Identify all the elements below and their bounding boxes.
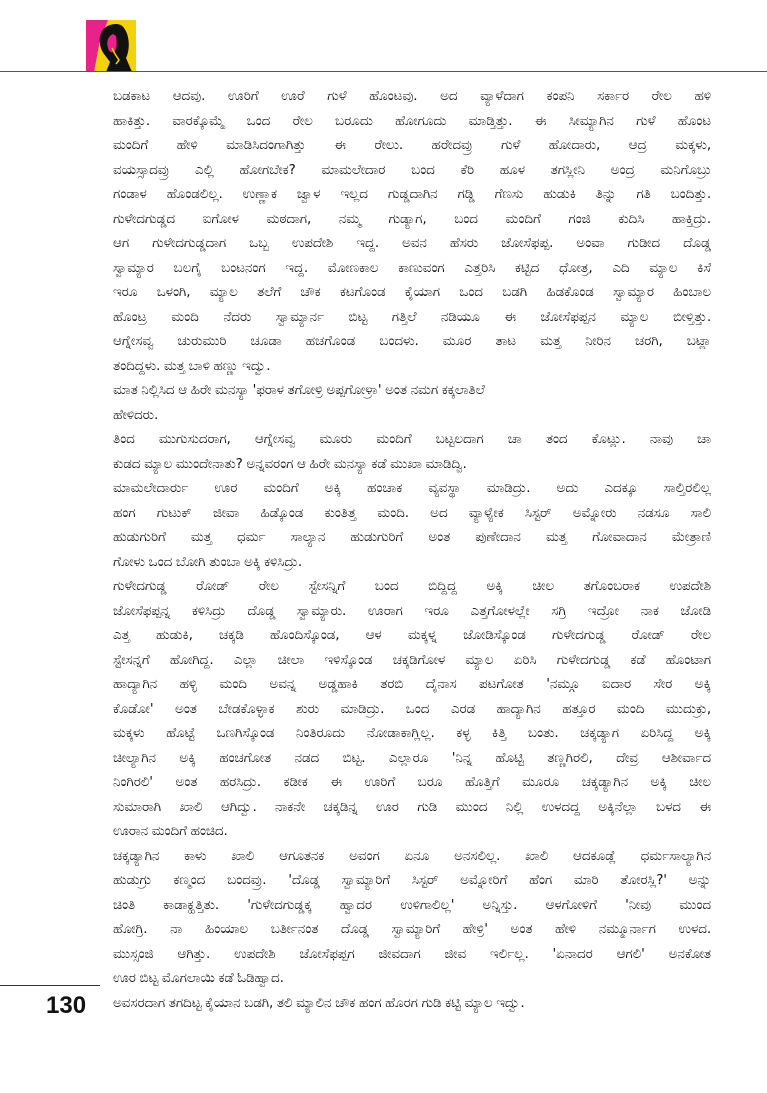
text-line: ಊರಾನ ಮಂದಿಗೆ ಹಂಚಿದ. [113,823,228,839]
text-line: ಮುಸ್ಸಂಜಿ ಆಗಿತ್ತು. ಉಪದೇಶಿ ಜೋಸೆಫಪ್ಪಗ ಜೀವದಾಗ ಜೀವ ಇರ್ಲಿಲ್ಲ. 'ಏನಾದರ ಆಗಲಿ' ಅನಕೋತ [113,945,711,962]
text-line: ಗುಳೇದಗುಡ್ಡದ ಐಗೋಳ ಮಠದಾಗ, ನಮ್ಮ ಗುಡ್ಯಾಗ, ಬಂದ ಮಂದಿಗೆ ಗಂಜಿ ಕುದಿಸಿ ಹಾಕ್ತಿದ್ರು. [113,210,711,227]
text-line: ಕೊಡೋ' ಅಂತ ಬೇಡಕೊಳ್ಳಾಕ ಶುರು ಮಾಡಿದ್ರು. ಒಂದ ಎರಡ ಹಾದ್ಯಾಗಿನ ಹತ್ತೂರ ಮಂದಿ ಮುದುಕ್ರು, [113,700,711,717]
text-line: ತಂದಿದ್ದಳು. ಮತ್ತ ಬಾಳಿ ಹಣ್ಣು ಇದ್ವು. [113,357,271,374]
text-line: ಹೊಂಟ್ರ ಮಂದಿ ನೆದರು ಸ್ವಾಮ್ಯಾರ್ನ ಬಿಟ್ಟ ಗತ್ತಿಲೆ ನಡಿಯೂ ಈ ಜೋಸೆಫಪ್ಪನ ಮ್ಯಾಲ ಬೀಳ್ತಿತ್ತು. [113,308,711,325]
text-line: ಜೋಸೆಫಪ್ಪನ್ನ ಕಳಿಸಿದ್ರು ದೊಡ್ಡ ಸ್ವಾಮ್ಯಾರು. ಊರಾಗ ಇರೂ ಎತ್ತಗೋಳಲ್ಲೇ ಸಗ್ರಿ ಇದ್ರೋ ನಾಕ ಜೋಡಿ [113,602,711,619]
text-line: ಸ್ವಾಮ್ಯಾರ ಬಲಗೈ ಬಂಟನಂಗ ಇದ್ದ. ಮೋಣಕಾಲ ಕಾಣುವಂಗ ಎತ್ತರಿಸಿ ಕಟ್ಟಿದ ಧೋತ್ರ, ಎದಿ ಮ್ಯಾಲ ಕಿಸೆ [113,259,711,276]
text-line: ಚೀಲ್ಯಾಗಿನ ಅಕ್ಕಿ ಹಂಚಗೋತ ನಡದ ಬಿಟ್ಟ. ಎಲ್ಲಾರೂ 'ನಿನ್ನ ಹೊಟ್ಟಿ ತಣ್ಣಗಿರಲಿ, ದೇವ್ರ ಆಶೀರ್ವಾದ [113,749,711,766]
text-line: ಮಂದಿಗೆ ಹೇಳಿ ಮಾಡಿಸಿದಂಗಾಗಿತ್ತು ಈ ರೇಲು. ಹರೇದವ್ರು ಗುಳೆ ಹೋದಾರು, ಆದ್ರ ಮಕ್ಕಳು, [113,137,711,153]
text-line: ಕುಡದ ಮ್ಯಾಲ ಮುಂದೇನಾತು? ಅನ್ನವರಂಗ ಆ ಹಿರೇ ಮನಸ್ಯಾ ಕಡೆ ಮುಖಾ ಮಾಡಿದ್ವಿ. [113,455,467,472]
body-text [113,84,711,1015]
text-line: ನಿಂಗಿರಲಿ' ಅಂತ ಹರಸಿದ್ರು. ಕಡೀಕ ಈ ಊರಿಗೆ ಬರೂ ಹೊತ್ತಿಗೆ ಮೂರೂ ಚಕ್ಕಡ್ಯಾಗಿನ ಅಕ್ಕಿ ಚೀಲ [113,774,711,790]
text-line: ಚಕ್ಕಡ್ಯಾಗಿನ ಕಾಳು ಖಾಲಿ ಆಗೂತನಕ ಅವಂಗ ಏನೂ ಅನಸಲಿಲ್ಲ. ಖಾಲಿ ಆದಕೂಡ್ಲೆ ಧರ್ಮಸಾಲ್ಯಾಗಿನ [113,847,711,864]
text-line: ಎತ್ತ ಹುಡುಕಿ, ಚಕ್ಕಡಿ ಹೊಂದಿಸ್ಕೊಂಡ, ಆಳ ಮಕ್ಕಳ್ನ ಜೋಡಿಸ್ಕೊಂಡ ಗುಳೇದಗುಡ್ಡ ರೋಡ್ ರೇಲ [113,627,711,643]
woman-silhouette-logo-icon [86,20,136,72]
text-line: ಗಂಡಾಳ ಹೊಂಡಲಿಲ್ಲ. ಉಣ್ಣಾಕ ಜ್ವಾಳ ಇಲ್ಲದ ಗುಡ್ಡದಾಗಿನ ಗಡ್ಡಿ ಗೆಣಸು ಹುಡುಕಿ ತಿನ್ನು ಗತಿ ಬಂದಿತ್ತು. [113,186,711,202]
text-line: ಬಡಕಾಟ ಆದವು. ಊರಿಗೆ ಊರೆ ಗುಳೆ ಹೊಂಟವು. ಅದ ವ್ಯಾಳೆದಾಗ ಕಂಪನಿ ಸರ್ಕಾರ ರೇಲ ಹಳಿ [113,88,711,104]
text-line: ಹುಡುಗ್ರು ಕಣ್ಮಂದ ಬಂದವ್ರು. 'ದೊಡ್ಡ ಸ್ವಾಮ್ಯಾರಿಗೆ ಸಿಸ್ಟರ್ ಅಮ್ನೋರಿಗೆ ಹೆಂಗ ಮಾರಿ ತೋರಸ್ಲಿ?' ಅನ್ನು [113,872,711,888]
text-line: ಮಕ್ಕಳು ಹೊಟ್ಟೆ ಒಣಗಿಸ್ಕೊಂಡ ನಿಂತಿರೂದು ನೋಡಾಕಾಗ್ಲಿಲ್ಲ. ಕಳ್ಳ ಕಿತ್ತಿ ಬಂತು. ಚಕ್ಕಡ್ಯಾಗ ಏರಿಸಿದ್ದ ಅಕ್ಕಿ [113,725,711,741]
text-line: ಇರೂ ಒಳಂಗಿ, ಮ್ಯಾಲ ತಲೆಗೆ ಚೌಕ ಕಟಗೊಂಡ ಕೈಯಾಗ ಒಂದ ಬಡಗಿ ಹಿಡಕೊಂಡ ಸ್ವಾಮ್ಯಾರ ಹಿಂಬಾಲ [113,284,711,300]
text-line: ಹುಡುಗುರಿಗೆ ಮತ್ತ ಧರ್ಮ ಸಾಲ್ಯಾನ ಹುಡುಗುರಿಗೆ ಅಂತ ಪುಣೇದಾನ ಮತ್ತ ಗೋವಾದಾನ ಮೇತ್ರಾಣಿ [113,529,711,545]
text-line: ಚಿಂತಿ ಕಾಡಾಕ್ಹತ್ತಿತು. 'ಗುಳೇದಗುಡ್ಡಕ್ಕ ಹ್ವಾದರ ಉಳಿಗಾಲಿಲ್ಲ' ಅನ್ನಿಸ್ತು. ಆಳಗೋಳಿಗೆ 'ನೀವು ಮುಂದ [113,896,711,913]
text-line: ಅವಸರದಾಗ ತಗದಿಟ್ಟ ಕೈಯಾನ ಬಡಗಿ, ತಲಿ ಮ್ಯಾಲಿನ ಚೌಕ ಹಂಗ ಹೊರಗ ಗುಡಿ ಕಟ್ಟಿ ಮ್ಯಾಲ ಇದ್ವು. [113,994,525,1011]
header-rule [0,71,767,72]
text-line: ತಿಂದ ಮುಗುಸುದರಾಗ, ಆಗ್ನೇಸವ್ವ ಮೂರು ಮಂದಿಗೆ ಬಟ್ಟಲದಾಗ ಚಾ ತಂದ ಕೊಟ್ಲು. ನಾವು ಚಾ [113,431,711,447]
text-line: ಆಗ ಗುಳೇದಗುಡ್ಡದಾಗ ಒಬ್ಬ ಉಪದೇಶಿ ಇದ್ದ. ಅವನ ಹೆಸರು ಜೋಸೆಫಪ್ಪ. ಅಂವಾ ಗುಡೀದ ದೊಡ್ಡ [113,235,711,251]
text-line: ಮಾತ ನಿಲ್ಲಿಸಿದ ಆ ಹಿರೇ ಮನಸ್ಯಾ 'ಫರಾಳ ತಗೋಳ್ರಿ ಅಪ್ಪಗೋಳ್ರಾ' ಅಂತ ನಮಗ ಕಕ್ಕಲಾತಿಲೆ [113,382,485,398]
text-line: ಸ್ಟೇಸನ್ನಗೆ ಹೋಗಿದ್ದ. ಎಲ್ಲಾ ಚೀಲಾ ಇಳಿಸ್ಕೊಂಡ ಚಕ್ಕಡಿಗೋಳ ಮ್ಯಾಲ ಏರಿಸಿ ಗುಳೇದಗುಡ್ಡ ಕಡೆ ಹೊಂಟಾಗ [113,651,711,668]
page-number-rule [0,985,100,986]
text-line: ಹಾದ್ಯಾಗಿನ ಹಳ್ಳಿ ಮಂದಿ ಅವನ್ನ ಅಡ್ಡಹಾಕಿ ತರಬಿ ದೈನಾಸ ಪಟಗೋತ 'ನಮ್ಗೂ ಐದಾರ ಸೇರ ಅಕ್ಕಿ [113,676,711,692]
text-line: ಗೋಳು ಒಂದ ಬೋಗಿ ತುಂಬಾ ಅಕ್ಕಿ ಕಳಿಸಿದ್ರು. [113,553,303,570]
page-number: 130 [46,992,87,1019]
text-line: ಸುಮಾರಾಗಿ ಖಾಲಿ ಆಗಿದ್ವು. ನಾಕನೇ ಚಕ್ಕಡಿನ್ನ ಊರ ಗುಡಿ ಮುಂದ ನಿಲ್ಲಿ ಉಳದದ್ದ ಅಕ್ಕಿನೆಲ್ಲಾ ಬಳದ ಈ [113,798,711,815]
text-line: ವಯಸ್ಸಾದವ್ರು ಎಲ್ಲಿ ಹೋಗಬೇಕ? ಮಾಮಲೇದಾರ ಬಂದ ಕೆರಿ ಹೂಳ ತಗಸ್ಲೀನಿ ಅಂದ್ರ ಮನಿಗೊಬ್ರು [113,161,711,178]
text-line: ಮಾಮಲೇದಾರ್ರು ಊರ ಮಂದಿಗೆ ಅಕ್ಕಿ ಹಂಚಾಕ ವ್ಯವಸ್ಥಾ ಮಾಡಿದ್ರು. ಅದು ಎದಕ್ಕೂ ಸಾಲ್ತಿರಲಿಲ್ಲ [113,480,711,496]
text-line: ಹಾಕಿತ್ತು. ವಾರಕ್ಕೊಮ್ಮೆ ಒಂದ ರೇಲ ಬರೂದು ಹೋಗೂದು ಮಾಡ್ತಿತ್ತು. ಈ ಸೀಮ್ಯಾಗಿನ ಗುಳೆ ಹೊಂಟ [113,112,711,129]
text-line: ಹೇಳಿದರು. [113,406,159,423]
text-line: ಹೋಗ್ರಿ. ನಾ ಹಿಂಯಾಲ ಬರ್ತೀನಂತ ದೊಡ್ಡ ಸ್ವಾಮ್ಯಾರಿಗೆ ಹೇಳ್ರಿ' ಅಂತ ಹೇಳಿ ನಮ್ಮೂರ್ನಾಗ ಉಳದ. [113,921,711,937]
text-line: ಗುಳೇದಗುಡ್ಡ ರೋಡ್ ರೇಲ ಸ್ಟೇಸನ್ನಿಗೆ ಬಂದ ಬಿದ್ದಿದ್ದ ಅಕ್ಕಿ ಚೀಲ ತಗೊಂಬರಾಕ ಉಪದೇಶಿ [113,578,711,594]
text-line: ಊರ ಬಿಟ್ಟ ಮೊಗಲಾಯಿ ಕಡೆ ಓಡಿಹ್ವಾದ. [113,970,284,986]
text-line: ಹಂಗ ಗುಟುಕ್ ಜೀವಾ ಹಿಡ್ಕೊಂಡ ಕುಂತಿತ್ತ ಮಂದಿ. ಅದ ವ್ಯಾಳ್ಯೇಕ ಸಿಸ್ಟರ್ ಅಮ್ನೋರು ನಡಸೂ ಸಾಲಿ [113,504,711,521]
text-line: ಆಗ್ನೇಸವ್ವ ಚುರುಮುರಿ ಚೂಡಾ ಹಚಗೊಂಡ ಬಂದಳು. ಮೂರ ತಾಟ ಮತ್ತ ನೀರಿನ ಚರಗಿ, ಬಟ್ಲಾ [113,333,711,349]
